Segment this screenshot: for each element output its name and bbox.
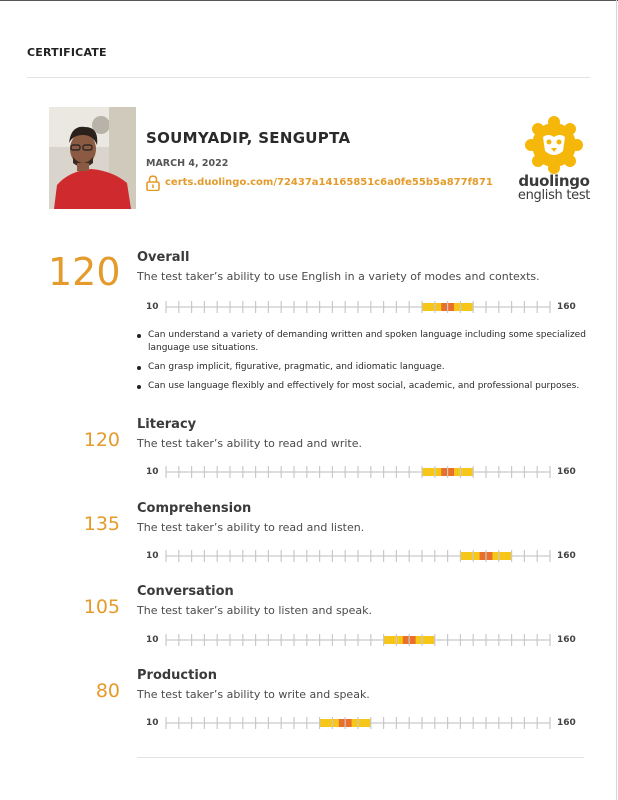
lock-icon (146, 175, 160, 191)
score-track (163, 300, 553, 314)
footer-divider (137, 757, 584, 758)
section-title: Comprehension (137, 501, 252, 516)
certificate-heading: CERTIFICATE (27, 46, 107, 59)
scale-min-label: 10 (146, 635, 159, 645)
conversation-score: 105 (83, 596, 120, 618)
right-border (616, 0, 617, 800)
score-track (163, 633, 553, 647)
score-track (163, 716, 553, 730)
section-description: The test taker’s ability to use English in a variety of modes and contexts. (137, 270, 540, 283)
top-border (0, 0, 618, 1)
overall-score: 120 (48, 250, 121, 294)
scale-max-label: 160 (557, 718, 576, 728)
section-title: Conversation (137, 584, 234, 599)
profile-photo (49, 107, 136, 209)
section-description: The test taker’s ability to read and listen. (137, 521, 365, 534)
list-item: Can understand a variety of demanding written and spoken language including some specialized language use situations. (148, 329, 588, 355)
scale-min-label: 10 (146, 718, 159, 728)
scale-max-label: 160 (557, 467, 576, 477)
comprehension-score: 135 (83, 513, 120, 535)
scale-min-label: 10 (146, 551, 159, 561)
score-track (163, 549, 553, 563)
scale-min-label: 10 (146, 302, 159, 312)
scale-max-label: 160 (557, 551, 576, 561)
candidate-name: SOUMYADIP, SENGUPTA (146, 129, 351, 147)
test-date: MARCH 4, 2022 (146, 158, 229, 169)
list-item: Can use language flexibly and effectively for most social, academic, and professional purposes. (148, 380, 588, 393)
header-divider (27, 77, 590, 78)
certificate-url-link[interactable]: certs.duolingo.com/72437a14165851c6a0fe55b5a877f871 (165, 177, 493, 188)
scale-max-label: 160 (557, 635, 576, 645)
section-description: The test taker’s ability to write and speak. (137, 688, 370, 701)
section-description: The test taker’s ability to listen and speak. (137, 604, 373, 617)
list-item: Can grasp implicit, figurative, pragmatic, and idiomatic language. (148, 361, 588, 374)
section-title: Production (137, 668, 217, 683)
brand-name: duolingo (518, 172, 590, 190)
literacy-score: 120 (83, 429, 120, 451)
section-title: Literacy (137, 417, 197, 432)
overall-description-list (148, 329, 588, 399)
scale-min-label: 10 (146, 467, 159, 477)
scale-max-label: 160 (557, 302, 576, 312)
production-score: 80 (95, 680, 120, 702)
section-description: The test taker’s ability to read and write. (137, 437, 362, 450)
section-title: Overall (137, 250, 190, 265)
score-track (163, 465, 553, 479)
brand-subtitle: english test (517, 188, 591, 203)
